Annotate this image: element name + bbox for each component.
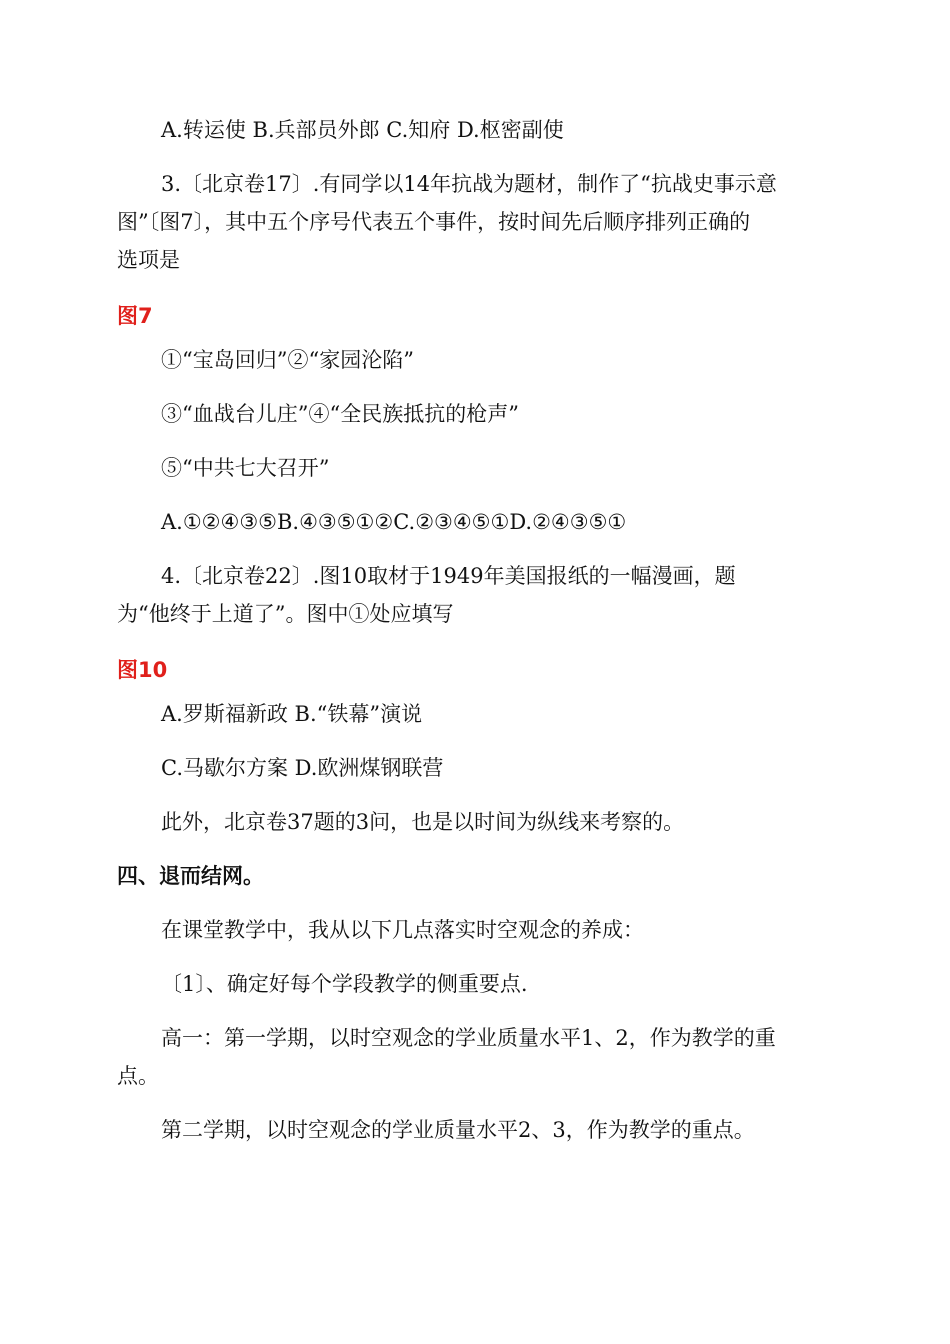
q2-options: A.转运使 B.兵部员外郎 C.知府 D.枢密副使 xyxy=(161,118,564,142)
q4-stem-line-2: 为“他终于上道了”。图中①处应填写 xyxy=(117,602,454,626)
intro-paragraph: 在课堂教学中，我从以下几点落实时空观念的养成： xyxy=(161,918,644,942)
q3-stem-line-3: 选项是 xyxy=(117,248,180,272)
event-items-3-4: ③“血战台儿庄”④“全民族抵抗的枪声” xyxy=(161,402,519,426)
event-item-5: ⑤“中共七大召开” xyxy=(161,456,330,480)
figure-10-label: 图10 xyxy=(117,658,168,682)
q4-stem-line-1: 4.〔北京卷22〕.图10取材于1949年美国报纸的一幅漫画，题 xyxy=(161,564,736,588)
q3-stem-line-1: 3.〔北京卷17〕.有同学以14年抗战为题材，制作了“抗战史事示意 xyxy=(161,172,777,196)
figure-7-label: 图7 xyxy=(117,304,153,328)
point-1: 〔1〕、确定好每个学段教学的侧重要点. xyxy=(161,972,528,996)
note-paragraph: 此外，北京卷37题的3问，也是以时间为纵线来考察的。 xyxy=(161,810,685,834)
grade-1-line-1: 高一：第一学期，以时空观念的学业质量水平1、2，作为教学的重 xyxy=(161,1026,776,1050)
event-items-1-2: ①“宝岛回归”②“家园沦陷” xyxy=(161,348,414,372)
grade-1-line-2: 点。 xyxy=(117,1064,159,1088)
q4-options-cd: C.马歇尔方案 D.欧洲煤钢联营 xyxy=(161,756,444,780)
q3-stem-line-2: 图”〔图7〕，其中五个序号代表五个事件，按时间先后顺序排列正确的 xyxy=(117,210,751,234)
q3-options: A.①②④③⑤B.④③⑤①②C.②③④⑤①D.②④③⑤① xyxy=(161,510,627,534)
q4-options-ab: A.罗斯福新政 B.“铁幕”演说 xyxy=(161,702,423,726)
section-4-heading: 四、退而结网。 xyxy=(117,864,264,888)
semester-2-paragraph: 第二学期，以时空观念的学业质量水平2、3，作为教学的重点。 xyxy=(161,1118,755,1142)
